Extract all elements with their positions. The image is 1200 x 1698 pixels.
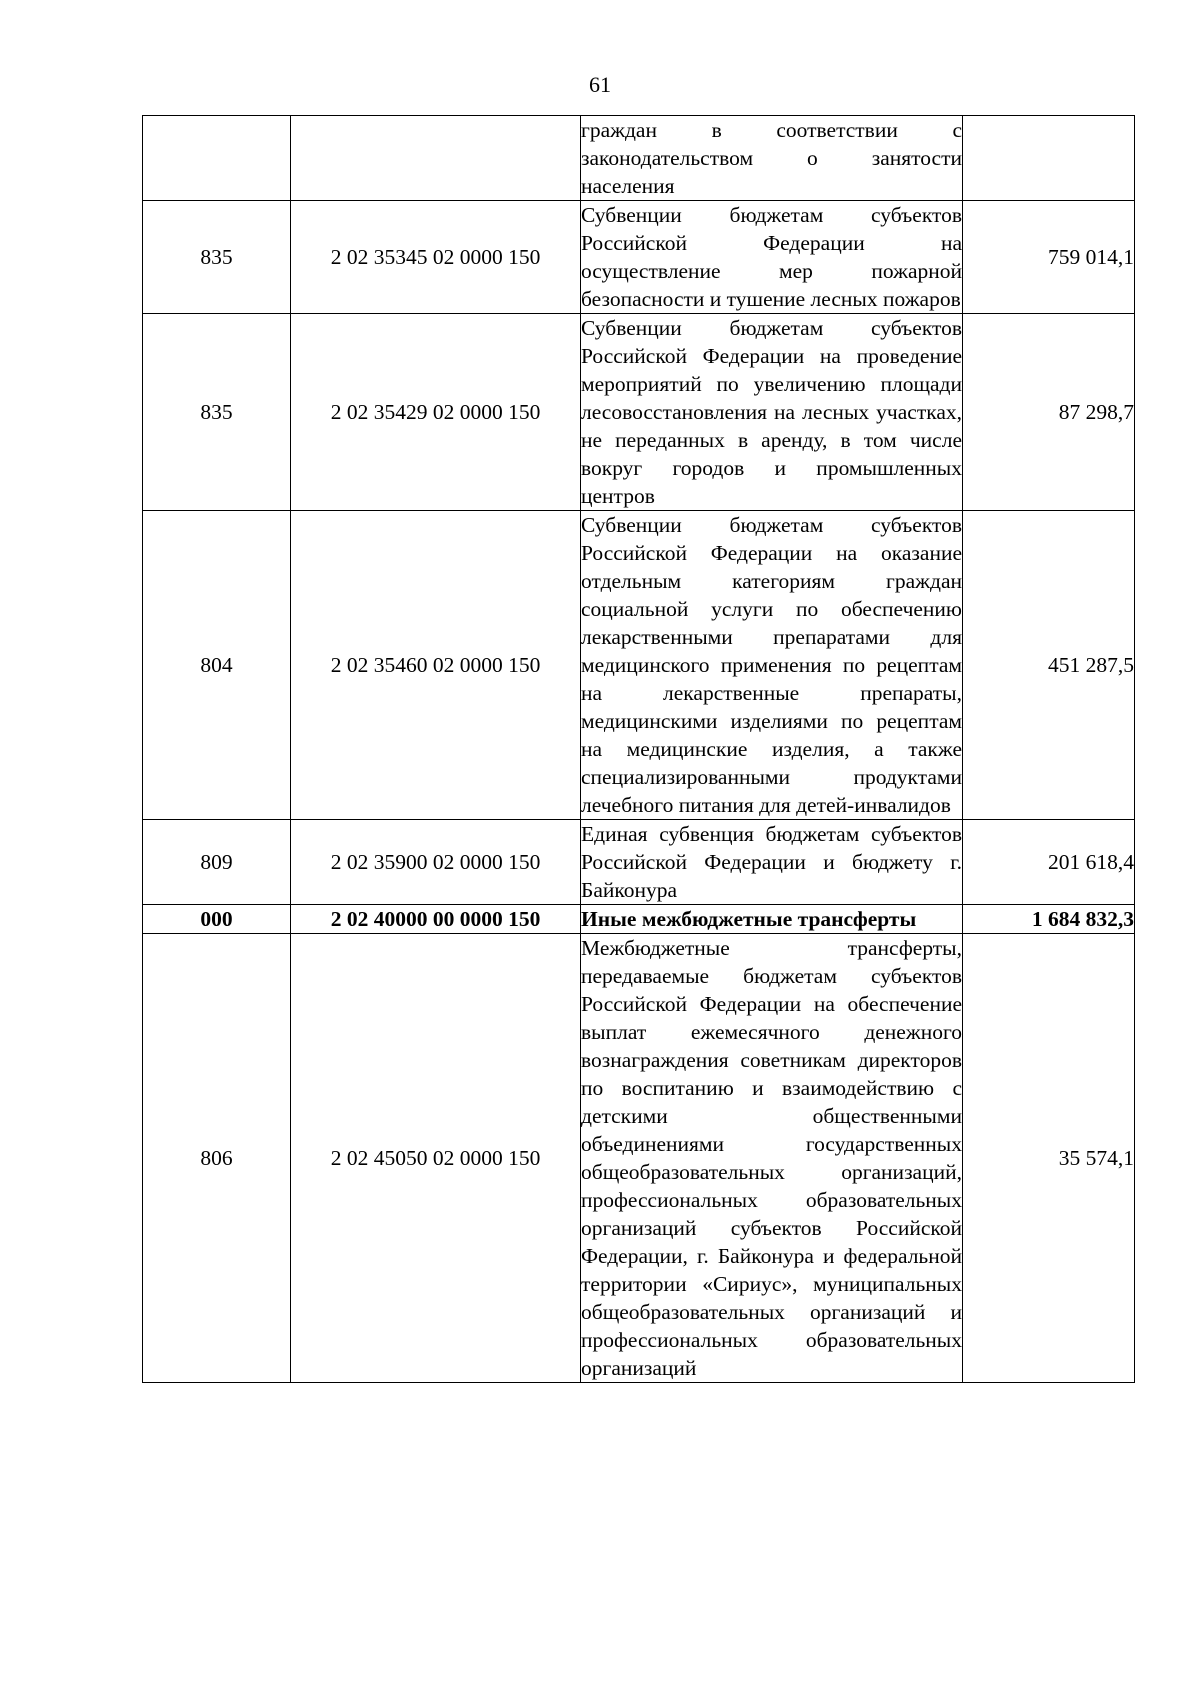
budget-code-cell: 2 02 35900 02 0000 150 — [291, 820, 581, 905]
description-cell: Единая субвенция бюджетам субъектов Российской Федерации и бюджету г. Байконура — [581, 820, 963, 905]
admin-code-cell: 000 — [143, 905, 291, 934]
table-row — [143, 201, 1135, 314]
budget-code-cell: 2 02 35460 02 0000 150 — [291, 511, 581, 820]
amount-cell — [963, 116, 1135, 201]
amount-cell: 759 014,1 — [963, 201, 1135, 314]
amount-cell: 201 618,4 — [963, 820, 1135, 905]
description-cell: Субвенции бюджетам субъектов Российской Федерации на осуществление мер пожарной безопасности и тушение лесных пожаров — [581, 201, 963, 314]
table-row — [143, 820, 1135, 905]
budget-table-body — [143, 116, 1135, 1383]
budget-code-cell — [291, 116, 581, 201]
admin-code-cell: 835 — [143, 201, 291, 314]
table-row — [143, 116, 1135, 201]
admin-code-cell: 835 — [143, 314, 291, 511]
description-cell: Иные межбюджетные трансферты — [581, 905, 963, 934]
description-cell: Межбюджетные трансферты, передаваемые бюджетам субъектов Российской Федерации на обеспечение выплат ежемесячного денежного вознаграждения советникам директоров по воспитанию и взаимодействию с детскими общественными объединениями государственных общеобразовательных организаций, профессиональных образовательных организаций субъектов Российской Федерации, г. Байконура и федеральной территории «Сириус», муниципальных общеобразовательных организаций и профессиональных образовательных организаций — [581, 934, 963, 1383]
amount-cell: 35 574,1 — [963, 934, 1135, 1383]
table-row — [143, 934, 1135, 1383]
admin-code-cell: 809 — [143, 820, 291, 905]
budget-table — [142, 115, 1135, 1383]
page-number: 61 — [589, 72, 611, 97]
admin-code-cell — [143, 116, 291, 201]
description-cell: Субвенции бюджетам субъектов Российской Федерации на проведение мероприятий по увеличению площади лесовосстановления на лесных участках, не переданных в аренду, в том числе вокруг городов и промышленных центров — [581, 314, 963, 511]
description-cell: Субвенции бюджетам субъектов Российской Федерации на оказание отдельным категориям граждан социальной услуги по обеспечению лекарственными препаратами для медицинского применения по рецептам на лекарственные препараты, медицинскими изделиями по рецептам на медицинские изделия, а также специализированными продуктами лечебного питания для детей-инвалидов — [581, 511, 963, 820]
description-cell: граждан в соответствии с законодательством о занятости населения — [581, 116, 963, 201]
table-row — [143, 314, 1135, 511]
budget-code-cell: 2 02 40000 00 0000 150 — [291, 905, 581, 934]
table-row — [143, 511, 1135, 820]
amount-cell: 1 684 832,3 — [963, 905, 1135, 934]
amount-cell: 451 287,5 — [963, 511, 1135, 820]
budget-code-cell: 2 02 35345 02 0000 150 — [291, 201, 581, 314]
table-row-subtotal — [143, 905, 1135, 934]
budget-code-cell: 2 02 45050 02 0000 150 — [291, 934, 581, 1383]
admin-code-cell: 804 — [143, 511, 291, 820]
budget-code-cell: 2 02 35429 02 0000 150 — [291, 314, 581, 511]
amount-cell: 87 298,7 — [963, 314, 1135, 511]
admin-code-cell: 806 — [143, 934, 291, 1383]
